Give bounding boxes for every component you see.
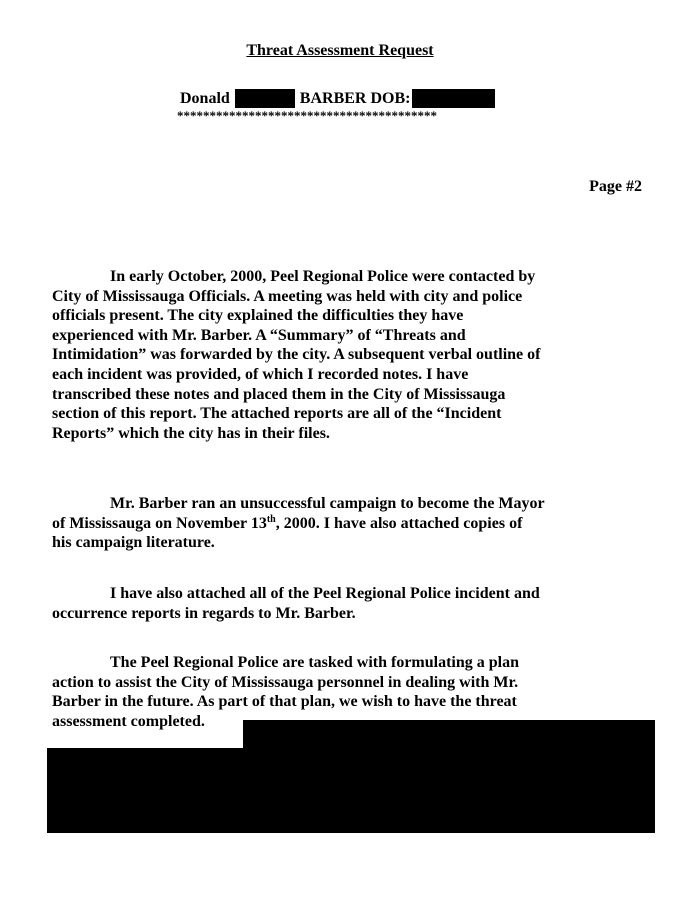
page-number: Page #2 (589, 178, 642, 195)
paragraph-line: Reports” which the city has in their files. (52, 424, 330, 442)
paragraph-line (52, 514, 652, 534)
paragraph-line: section of this report. The attached reports are all of the “Incident (52, 405, 502, 423)
paragraph-line: In early October, 2000, Peel Regional Police were contacted by (110, 268, 536, 285)
paragraph-line: transcribed these notes and placed them in the City of Mississauga (52, 385, 506, 403)
paragraph-2 (52, 494, 652, 553)
paragraph-line: Intimidation” was forwarded by the city. A subsequent verbal outline of (52, 346, 541, 364)
paragraph-line: experienced with Mr. Barber. A “Summary” of “Threats and (52, 326, 466, 344)
subject-last-name-dob: BARBER DOB: (299, 89, 411, 107)
document-title: Threat Assessment Request (246, 42, 434, 59)
paragraph-line: action to assist the City of Mississauga personnel in dealing with Mr. (52, 673, 519, 691)
subject-line (180, 89, 495, 108)
paragraph-line: Mr. Barber ran an unsuccessful campaign to become the Mayor (110, 495, 545, 512)
paragraph-1 (52, 267, 652, 443)
paragraph-line: occurrence reports in regards to Mr. Barber. (52, 604, 356, 622)
redaction-box (412, 89, 495, 108)
paragraph-3 (52, 584, 652, 623)
asterisk-separator: **************************************** (177, 109, 437, 123)
paragraph-line: Barber in the future. As part of that plan, we wish to have the threat (52, 693, 517, 711)
superscript: th (266, 513, 276, 525)
paragraph-line: The Peel Regional Police are tasked with formulating a plan (110, 654, 520, 671)
redaction-box (235, 89, 295, 108)
text-fragment: of Mississauga on November 13 (52, 514, 267, 532)
paragraph-line: City of Mississauga Officials. A meeting was held with city and police (52, 287, 523, 305)
paragraph-line: assessment completed. (52, 712, 205, 730)
paragraph-line: I have also attached all of the Peel Regional Police incident and (110, 585, 540, 602)
paragraph-line: his campaign literature. (52, 534, 215, 552)
paragraph-line: officials present. The city explained the difficulties they have (52, 307, 464, 325)
redaction-block (47, 748, 655, 833)
text-fragment: , 2000. I have also attached copies of (275, 514, 523, 532)
subject-first-name: Donald (180, 89, 230, 107)
paragraph-line: each incident was provided, of which I recorded notes. I have (52, 365, 469, 383)
